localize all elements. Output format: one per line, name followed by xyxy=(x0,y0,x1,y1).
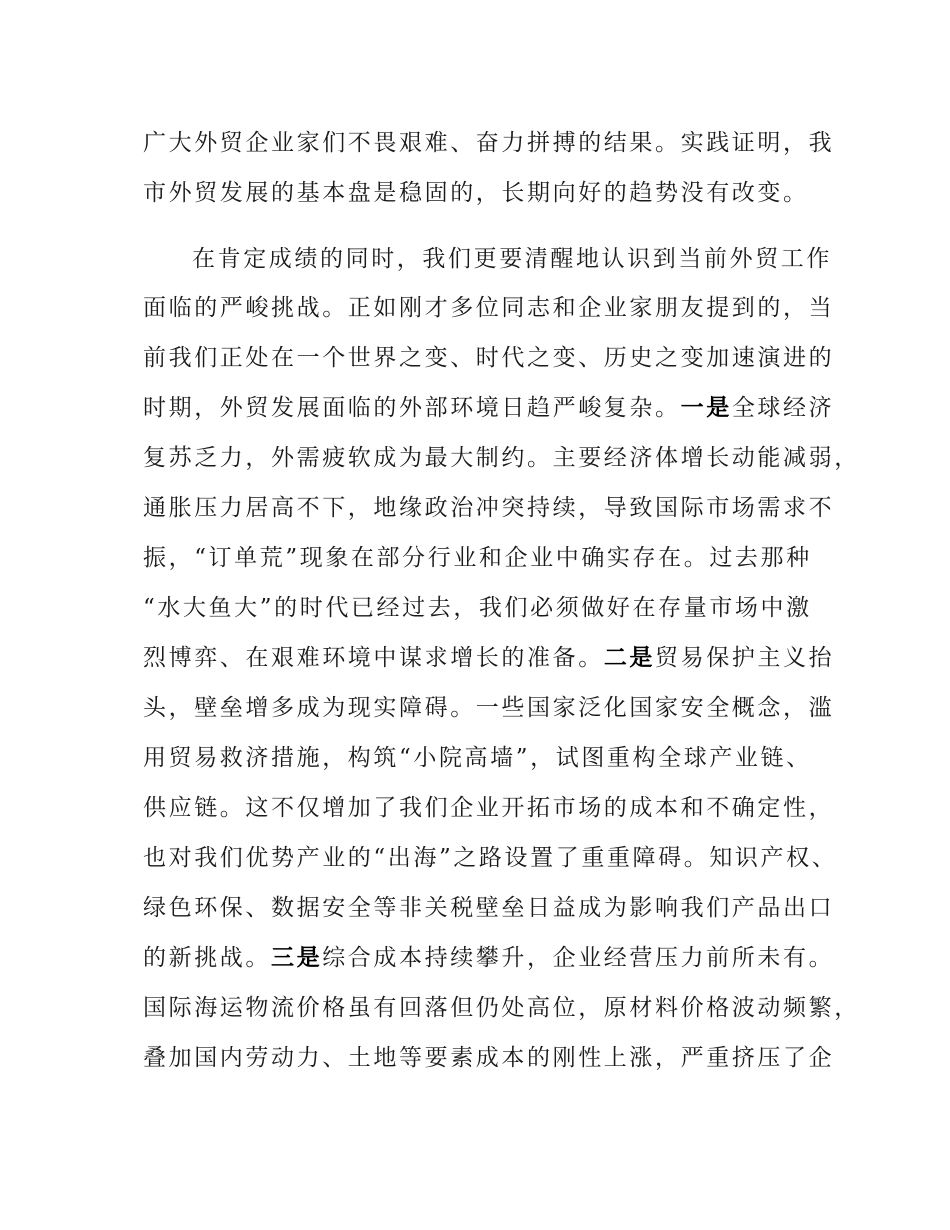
paragraph-2-line-5: 复苏乏力，外需疲软成为最大制约。主要经济体增长动能减弱， xyxy=(143,445,860,471)
paragraph-2-line-4 xyxy=(143,393,834,423)
paragraph-2-line-11: 用贸易救济措施，构筑“小院高墙”，试图重构全球产业链、 xyxy=(143,745,812,771)
paragraph-1-line-1: 广大外贸企业家们不畏艰难、奋力拼搏的结果。实践证明，我 xyxy=(143,130,835,156)
text-run: 时期，外贸发展面临的外部环境日趋严峻复杂。 xyxy=(143,395,681,421)
text-run: 的新挑战。 xyxy=(143,945,271,971)
paragraph-2-line-7: 振，“订单荒”现象在部分行业和企业中确实存在。过去那种 xyxy=(143,545,812,571)
paragraph-2-line-10: 头，壁垒增多成为现实障碍。一些国家泛化国家安全概念，滥 xyxy=(143,695,835,721)
paragraph-2-line-2: 面临的严峻挑战。正如刚才多位同志和企业家朋友提到的，当 xyxy=(143,295,835,321)
paragraph-2-line-6: 通胀压力居高不下，地缘政治冲突持续，导致国际市场需求不 xyxy=(143,495,835,521)
paragraph-2-line-17: 叠加国内劳动力、土地等要素成本的刚性上涨，严重挤压了企 xyxy=(143,1045,835,1071)
paragraph-2-line-16: 国际海运物流价格虽有回落但仍处高位，原材料价格波动频繁， xyxy=(143,995,860,1021)
point-marker-first: 一是 xyxy=(680,395,732,421)
paragraph-2-line-15 xyxy=(143,943,834,973)
point-marker-second: 二是 xyxy=(603,645,656,671)
paragraph-1-line-2: 市外贸发展的基本盘是稳固的，长期向好的趋势没有改变。 xyxy=(143,180,809,206)
paragraph-2-line-14: 绿色环保、数据安全等非关税壁垒日益成为影响我们产品出口 xyxy=(143,895,835,921)
text-run: 贸易保护主义抬 xyxy=(655,645,835,671)
text-run: 烈博弈、在艰难环境中谋求增长的准备。 xyxy=(143,645,604,671)
paragraph-2-line-12: 供应链。这不仅增加了我们企业开拓市场的成本和不确定性， xyxy=(143,795,835,821)
point-marker-third: 三是 xyxy=(271,945,323,971)
paragraph-2-line-8: “水大鱼大”的时代已经过去，我们必须做好在存量市场中激 xyxy=(143,595,812,621)
paragraph-2-line-13: 也对我们优势产业的“出海”之路设置了重重障碍。知识产权、 xyxy=(143,845,838,871)
paragraph-2-line-3: 前我们正处在一个世界之变、时代之变、历史之变加速演进的 xyxy=(143,345,835,371)
text-run: 综合成本持续攀升，企业经营压力前所未有。 xyxy=(322,945,835,971)
paragraph-2-line-1: 在肯定成绩的同时，我们更要清醒地认识到当前外贸工作 xyxy=(192,246,832,272)
text-run: 全球经济 xyxy=(731,395,835,421)
paragraph-2-line-9 xyxy=(143,643,834,673)
